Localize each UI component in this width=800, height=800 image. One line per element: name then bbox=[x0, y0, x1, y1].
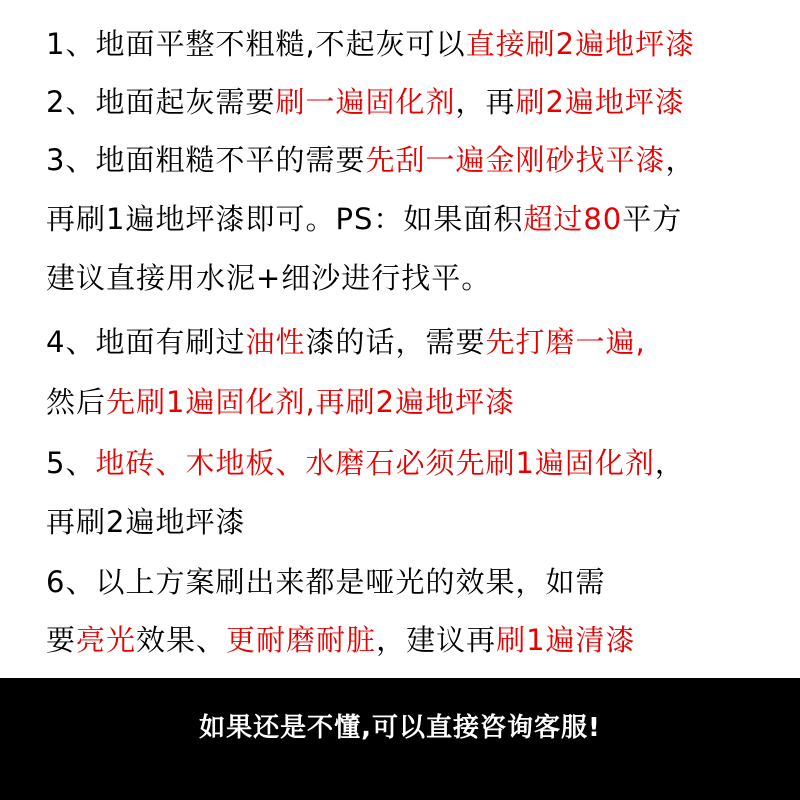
body-text: ， bbox=[665, 143, 696, 177]
body-text: 建议直接用水泥+细沙进行找平。 bbox=[46, 261, 492, 295]
text-line bbox=[46, 320, 646, 364]
highlight-text: 刷2遍地坪漆 bbox=[515, 85, 685, 119]
body-text: 然后 bbox=[46, 385, 107, 419]
highlight-text: 直接刷2遍地坪漆 bbox=[465, 27, 696, 61]
body-text: ， bbox=[654, 446, 685, 480]
body-text: 6、以上方案刷出来都是哑光的效果，如需 bbox=[46, 565, 606, 599]
text-line bbox=[46, 256, 491, 300]
highlight-text: 先刷1遍固化剂,再刷2遍地坪漆 bbox=[106, 385, 516, 419]
text-line bbox=[46, 80, 685, 124]
body-text: ，建议再 bbox=[376, 623, 497, 657]
highlight-text: 亮光 bbox=[76, 623, 137, 657]
text-line bbox=[46, 500, 245, 544]
text-line bbox=[46, 618, 636, 662]
body-text: 3、地面粗糙不平的需要 bbox=[46, 143, 366, 177]
highlight-text: 油性 bbox=[245, 325, 306, 359]
body-text: 5、 bbox=[46, 446, 96, 480]
text-line bbox=[46, 560, 605, 604]
body-text: 再刷1遍地坪漆即可。PS：如果面积 bbox=[46, 202, 524, 236]
highlight-text: 更耐磨耐脏 bbox=[226, 623, 377, 657]
body-text: 再刷2遍地坪漆 bbox=[46, 505, 246, 539]
highlight-text: 刷1遍清漆 bbox=[496, 623, 636, 657]
highlight-text: 地砖、木地板、水磨石必须先刷1遍固化剂 bbox=[95, 446, 655, 480]
body-text: 漆的话，需要 bbox=[305, 325, 486, 359]
footer-text: 如果还是不懂,可以直接咨询客服! bbox=[199, 713, 601, 743]
highlight-text: 先刮一遍金刚砂找平漆 bbox=[365, 143, 666, 177]
text-line bbox=[46, 380, 515, 424]
highlight-text: 超过80 bbox=[523, 202, 623, 236]
text-line bbox=[46, 441, 685, 485]
text-line bbox=[46, 197, 682, 241]
body-text: 平方 bbox=[622, 202, 683, 236]
body-text: 1、地面平整不粗糙,不起灰可以 bbox=[46, 27, 466, 61]
body-text: 效果、 bbox=[136, 623, 227, 657]
body-text: ，再 bbox=[455, 85, 516, 119]
highlight-text: 先打磨一遍, bbox=[485, 325, 646, 359]
body-text: 要 bbox=[46, 623, 77, 657]
text-line bbox=[46, 22, 695, 66]
footer-banner bbox=[0, 678, 800, 800]
body-text: 2、地面起灰需要 bbox=[46, 85, 276, 119]
highlight-text: 刷一遍固化剂 bbox=[275, 85, 456, 119]
text-line bbox=[46, 138, 695, 182]
body-text: 4、地面有刷过 bbox=[46, 325, 246, 359]
